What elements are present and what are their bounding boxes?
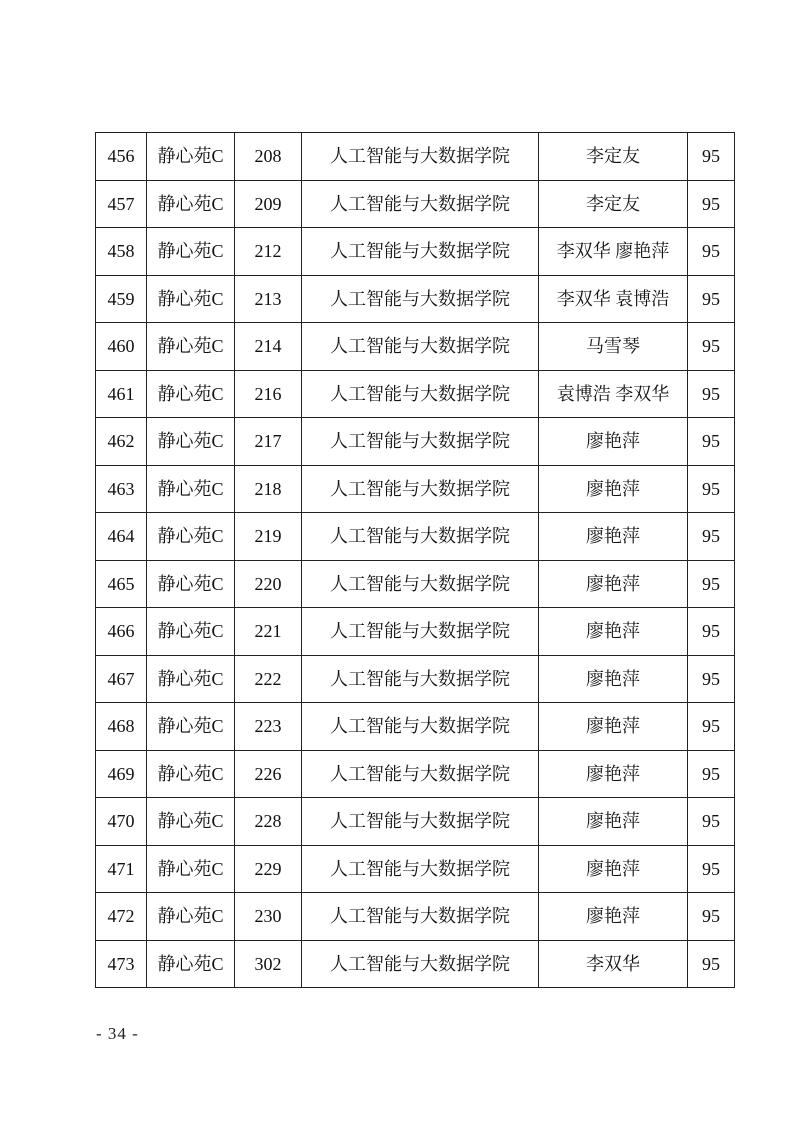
building-cell: 静心苑C [147, 275, 235, 323]
building-cell: 静心苑C [147, 418, 235, 466]
college-cell: 人工智能与大数据学院 [302, 418, 539, 466]
score-cell: 95 [688, 750, 735, 798]
college-cell: 人工智能与大数据学院 [302, 845, 539, 893]
room-number-cell: 229 [235, 845, 302, 893]
score-cell: 95 [688, 940, 735, 988]
room-number-cell: 228 [235, 798, 302, 846]
score-cell: 95 [688, 180, 735, 228]
college-cell: 人工智能与大数据学院 [302, 133, 539, 181]
room-number-cell: 209 [235, 180, 302, 228]
college-cell: 人工智能与大数据学院 [302, 608, 539, 656]
row-number-cell: 470 [96, 798, 147, 846]
building-cell: 静心苑C [147, 608, 235, 656]
teacher-cell: 袁博浩 李双华 [539, 370, 688, 418]
college-cell: 人工智能与大数据学院 [302, 893, 539, 941]
table-row [96, 180, 735, 228]
teacher-cell: 李定友 [539, 133, 688, 181]
row-number-cell: 460 [96, 323, 147, 371]
teacher-cell: 廖艳萍 [539, 418, 688, 466]
college-cell: 人工智能与大数据学院 [302, 513, 539, 561]
teacher-cell: 李双华 袁博浩 [539, 275, 688, 323]
dormitory-score-table [95, 132, 735, 988]
teacher-cell: 廖艳萍 [539, 893, 688, 941]
table-row [96, 560, 735, 608]
table-row [96, 845, 735, 893]
table-row [96, 608, 735, 656]
teacher-cell: 李双华 廖艳萍 [539, 228, 688, 276]
building-cell: 静心苑C [147, 703, 235, 751]
row-number-cell: 467 [96, 655, 147, 703]
table-row [96, 323, 735, 371]
score-cell: 95 [688, 655, 735, 703]
building-cell: 静心苑C [147, 180, 235, 228]
row-number-cell: 457 [96, 180, 147, 228]
room-number-cell: 222 [235, 655, 302, 703]
row-number-cell: 464 [96, 513, 147, 561]
college-cell: 人工智能与大数据学院 [302, 655, 539, 703]
table-row [96, 133, 735, 181]
row-number-cell: 468 [96, 703, 147, 751]
teacher-cell: 廖艳萍 [539, 845, 688, 893]
row-number-cell: 472 [96, 893, 147, 941]
building-cell: 静心苑C [147, 513, 235, 561]
building-cell: 静心苑C [147, 133, 235, 181]
row-number-cell: 473 [96, 940, 147, 988]
room-number-cell: 216 [235, 370, 302, 418]
teacher-cell: 廖艳萍 [539, 750, 688, 798]
row-number-cell: 463 [96, 465, 147, 513]
college-cell: 人工智能与大数据学院 [302, 798, 539, 846]
row-number-cell: 456 [96, 133, 147, 181]
table-row [96, 228, 735, 276]
score-cell: 95 [688, 275, 735, 323]
building-cell: 静心苑C [147, 465, 235, 513]
room-number-cell: 221 [235, 608, 302, 656]
building-cell: 静心苑C [147, 750, 235, 798]
score-cell: 95 [688, 370, 735, 418]
room-number-cell: 217 [235, 418, 302, 466]
score-cell: 95 [688, 323, 735, 371]
teacher-cell: 马雪琴 [539, 323, 688, 371]
room-number-cell: 230 [235, 893, 302, 941]
table-body [96, 133, 735, 988]
score-cell: 95 [688, 465, 735, 513]
building-cell: 静心苑C [147, 940, 235, 988]
table-row [96, 798, 735, 846]
teacher-cell: 廖艳萍 [539, 703, 688, 751]
college-cell: 人工智能与大数据学院 [302, 323, 539, 371]
room-number-cell: 302 [235, 940, 302, 988]
room-number-cell: 226 [235, 750, 302, 798]
room-number-cell: 219 [235, 513, 302, 561]
college-cell: 人工智能与大数据学院 [302, 180, 539, 228]
room-number-cell: 214 [235, 323, 302, 371]
room-number-cell: 212 [235, 228, 302, 276]
table-row [96, 275, 735, 323]
room-number-cell: 223 [235, 703, 302, 751]
room-number-cell: 220 [235, 560, 302, 608]
table-row [96, 703, 735, 751]
score-cell: 95 [688, 798, 735, 846]
teacher-cell: 廖艳萍 [539, 798, 688, 846]
building-cell: 静心苑C [147, 655, 235, 703]
score-cell: 95 [688, 513, 735, 561]
college-cell: 人工智能与大数据学院 [302, 228, 539, 276]
room-number-cell: 218 [235, 465, 302, 513]
college-cell: 人工智能与大数据学院 [302, 703, 539, 751]
college-cell: 人工智能与大数据学院 [302, 275, 539, 323]
teacher-cell: 李定友 [539, 180, 688, 228]
building-cell: 静心苑C [147, 798, 235, 846]
table-row [96, 750, 735, 798]
teacher-cell: 廖艳萍 [539, 513, 688, 561]
score-cell: 95 [688, 703, 735, 751]
teacher-cell: 廖艳萍 [539, 465, 688, 513]
row-number-cell: 459 [96, 275, 147, 323]
college-cell: 人工智能与大数据学院 [302, 750, 539, 798]
teacher-cell: 李双华 [539, 940, 688, 988]
row-number-cell: 458 [96, 228, 147, 276]
room-number-cell: 213 [235, 275, 302, 323]
table-row [96, 465, 735, 513]
table-row [96, 418, 735, 466]
score-cell: 95 [688, 133, 735, 181]
row-number-cell: 461 [96, 370, 147, 418]
building-cell: 静心苑C [147, 845, 235, 893]
row-number-cell: 465 [96, 560, 147, 608]
table-row [96, 940, 735, 988]
teacher-cell: 廖艳萍 [539, 655, 688, 703]
score-cell: 95 [688, 845, 735, 893]
score-cell: 95 [688, 608, 735, 656]
score-cell: 95 [688, 228, 735, 276]
building-cell: 静心苑C [147, 893, 235, 941]
score-cell: 95 [688, 560, 735, 608]
teacher-cell: 廖艳萍 [539, 560, 688, 608]
score-cell: 95 [688, 418, 735, 466]
score-cell: 95 [688, 893, 735, 941]
row-number-cell: 466 [96, 608, 147, 656]
building-cell: 静心苑C [147, 228, 235, 276]
building-cell: 静心苑C [147, 560, 235, 608]
page-number: - 34 - [96, 1024, 139, 1043]
building-cell: 静心苑C [147, 323, 235, 371]
table-row [96, 893, 735, 941]
table-row [96, 370, 735, 418]
college-cell: 人工智能与大数据学院 [302, 465, 539, 513]
row-number-cell: 469 [96, 750, 147, 798]
college-cell: 人工智能与大数据学院 [302, 370, 539, 418]
college-cell: 人工智能与大数据学院 [302, 940, 539, 988]
room-number-cell: 208 [235, 133, 302, 181]
row-number-cell: 462 [96, 418, 147, 466]
building-cell: 静心苑C [147, 370, 235, 418]
college-cell: 人工智能与大数据学院 [302, 560, 539, 608]
table-row [96, 655, 735, 703]
table-row [96, 513, 735, 561]
row-number-cell: 471 [96, 845, 147, 893]
teacher-cell: 廖艳萍 [539, 608, 688, 656]
